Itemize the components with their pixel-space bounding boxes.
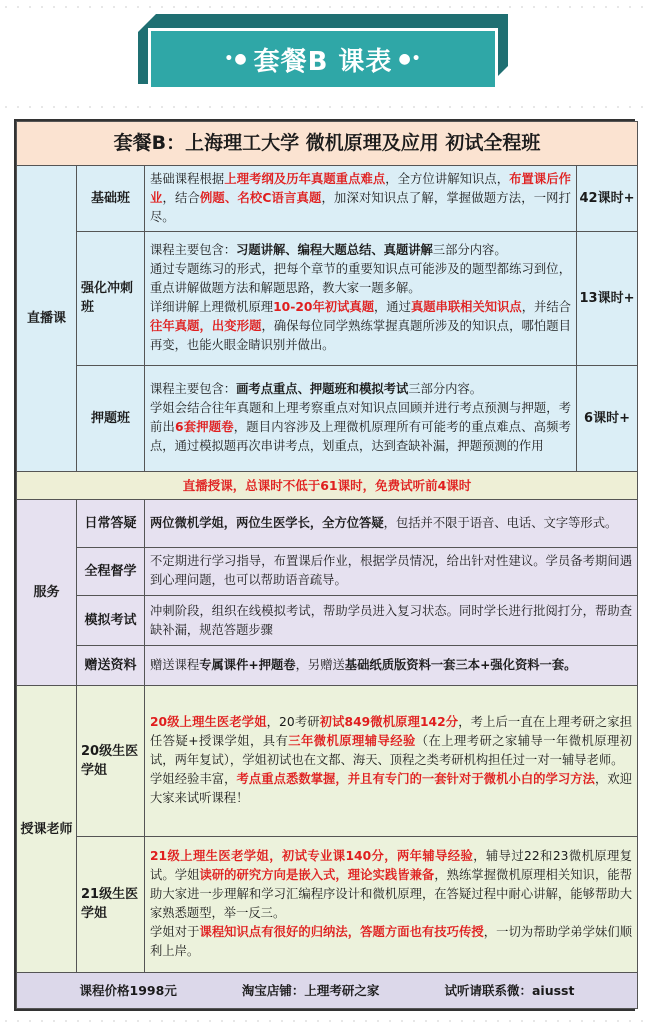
course-name: 押题班 [77, 365, 145, 471]
banner-title: 套餐B 课表 [253, 46, 393, 77]
highlight-text: 6套押题卷 [175, 420, 234, 435]
banner-title-box [148, 28, 498, 90]
service-desc [145, 499, 638, 547]
shop-text: 淘宝店铺：上理考研之家 [241, 982, 380, 998]
bold-text: 基础纸质版资料一套三本+强化资料一套。 [344, 658, 577, 673]
header-banner [132, 14, 522, 100]
notice-row [17, 471, 638, 499]
highlight-text: 21级上理生医老学姐，初试专业课140分，两年辅导经验 [150, 849, 474, 864]
table-row [17, 686, 638, 836]
service-desc [145, 596, 638, 646]
body-text: 不定期进行学习指导，布置课后作业，根据学员情况，给出针对性建议。学员备考期间遇到心理问题，也可以帮助语音疏导。 [150, 554, 633, 588]
highlight-text: 课程知识点有很好的归纳法，答题方面也有技巧传授 [199, 925, 484, 940]
bold-text: 画考点重点、押题班和模拟考试 [236, 382, 409, 397]
table-row [17, 232, 638, 365]
footer-row [17, 972, 638, 1008]
highlight-text: 真题串联相关知识点 [410, 300, 522, 315]
service-name: 模拟考试 [77, 596, 145, 646]
highlight-text: 10-20年初试真题 [273, 300, 374, 315]
body-text: 学姐经验丰富， [150, 772, 237, 787]
service-name: 全程督学 [77, 547, 145, 595]
contact-text: 试听请联系微：aiusst [444, 982, 575, 998]
table-row [17, 646, 638, 686]
body-text: 学姐会结合往年真题和上理考察重点对知识点回顾并进行考点预测与押题，考前出 [150, 401, 571, 435]
course-hours: 13课时+ [577, 232, 638, 365]
body-text: 课程主要包含： [150, 243, 237, 258]
body-text: ，考上后一直在上理考研之家担任答疑+授课学姐，具有 [150, 715, 633, 749]
table-row [17, 499, 638, 547]
highlight-text: 初试849微机原理142分 [319, 715, 459, 730]
table-title-row [17, 122, 638, 166]
category-live: 直播课 [17, 166, 77, 472]
course-name: 强化冲刺班 [77, 232, 145, 365]
body-text: ，欢迎大家来试听课程！ [150, 772, 633, 806]
body-text: ，20考研 [266, 715, 320, 730]
highlight-text: 布置课后作业 [150, 172, 571, 206]
notice-text: 直播授课，总课时不低于61课时，免费试听前4课时 [17, 471, 638, 499]
body-text: ，结合 [162, 191, 200, 206]
body-text: 三部分内容。 [432, 243, 507, 258]
course-desc [145, 365, 577, 471]
service-desc [145, 547, 638, 595]
highlight-text: 读研的研究方向是嵌入式，理论实践皆兼备 [199, 868, 435, 883]
body-text: ，一切为帮助学弟学妹们顺利上岸。 [150, 925, 633, 959]
body-text: ，全方位讲解知识点， [385, 172, 510, 187]
table-row [17, 547, 638, 595]
highlight-text: 上理考纲及历年真题重点难点 [224, 172, 386, 187]
body-text: ，辅导过22和23微机原理复试。学姐 [150, 849, 633, 883]
body-text: 通过专题练习的形式，把每个章节的重要知识点可能涉及的题型都练习到位，重点讲解做题方法和解题思路，教大家一题多解。 [150, 262, 571, 296]
highlight-text: 例题、名校C语言真题 [199, 191, 322, 206]
service-name: 赠送资料 [77, 646, 145, 686]
body-text: 三部分内容。 [408, 382, 483, 397]
price-text: 课程价格1998元 [79, 982, 177, 998]
course-name: 基础班 [77, 166, 145, 232]
body-text: 详细讲解上理微机原理 [150, 300, 274, 315]
bold-text: 习题讲解、编程大题总结、真题讲解 [236, 243, 433, 258]
bold-text: 专属课件+押题卷 [199, 658, 296, 673]
body-text: ，题目内容涉及上理微机原理所有可能考的重点难点、高频考点，通过模拟题再次串讲考点，划重点，达到查缺补漏，押题预测的作用 [150, 420, 571, 454]
table-row [17, 836, 638, 972]
teacher-desc [145, 686, 638, 836]
table-row [17, 596, 638, 646]
banner-dots-left: •● [224, 51, 248, 67]
body-text: 学姐对于 [150, 925, 200, 940]
course-desc [145, 166, 577, 232]
body-text: ，确保每位同学熟练掌握真题所涉及的知识点，哪怕题目再变，也能火眼金睛识别并做出。 [150, 319, 571, 353]
body-text: ，另赠送 [295, 658, 345, 673]
highlight-text: 考点重点悉数掌握，并且有专门的一套针对于微机小白的学习方法 [236, 772, 595, 787]
course-hours: 42课时+ [577, 166, 638, 232]
category-teacher: 授课老师 [17, 686, 77, 973]
body-text: ，包括并不限于语音、电话、文字等形式。 [383, 515, 618, 530]
body-text: 基础课程根据 [150, 172, 225, 187]
banner-dots-right: ●• [398, 51, 422, 67]
footer-cell [17, 972, 638, 1008]
table-row [17, 166, 638, 232]
table-row [17, 365, 638, 471]
highlight-text: 20级上理生医老学姐 [150, 715, 267, 730]
highlight-text: 三年微机原理辅导经验 [288, 734, 416, 749]
body-text: ，并结合 [521, 300, 571, 315]
course-desc [145, 232, 577, 365]
bold-text: 两位微机学姐，两位生医学长，全方位答疑 [150, 515, 384, 530]
category-service: 服务 [17, 499, 77, 685]
body-text: 冲刺阶段，组织在线模拟考试，帮助学员进入复习状态。同时学长进行批阅打分，帮助查缺补漏，规范答题步骤 [150, 603, 633, 637]
body-text: ，熟练掌握微机原理相关知识，能帮助大家进一步理解和学习汇编程序设计和微机原理，在答疑过程中耐心讲解，能够帮助大家熟悉题型，举一反三。 [150, 868, 633, 921]
body-text: ，通过 [374, 300, 411, 315]
body-text: 课程主要包含： [150, 382, 237, 397]
teacher-desc [145, 836, 638, 972]
course-hours: 6课时+ [577, 365, 638, 471]
body-text: 赠送课程 [150, 658, 200, 673]
schedule-table [14, 119, 635, 1011]
body-text: （在上理考研之家辅导一年微机原理初试，两年复试），学姐初试也在文都、海天、顶程之类考研机构担任过一对一辅导老师。 [150, 734, 633, 768]
body-text: ，加深对知识点了解，掌握做题方法，一网打尽。 [150, 191, 571, 225]
page-title: 套餐B：上海理工大学 微机原理及应用 初试全程班 [17, 122, 638, 166]
highlight-text: 往年真题，出变形题 [150, 319, 262, 334]
teacher-name: 20级生医学姐 [77, 686, 145, 836]
teacher-name: 21级生医学姐 [77, 836, 145, 972]
service-desc [145, 646, 638, 686]
service-name: 日常答疑 [77, 499, 145, 547]
